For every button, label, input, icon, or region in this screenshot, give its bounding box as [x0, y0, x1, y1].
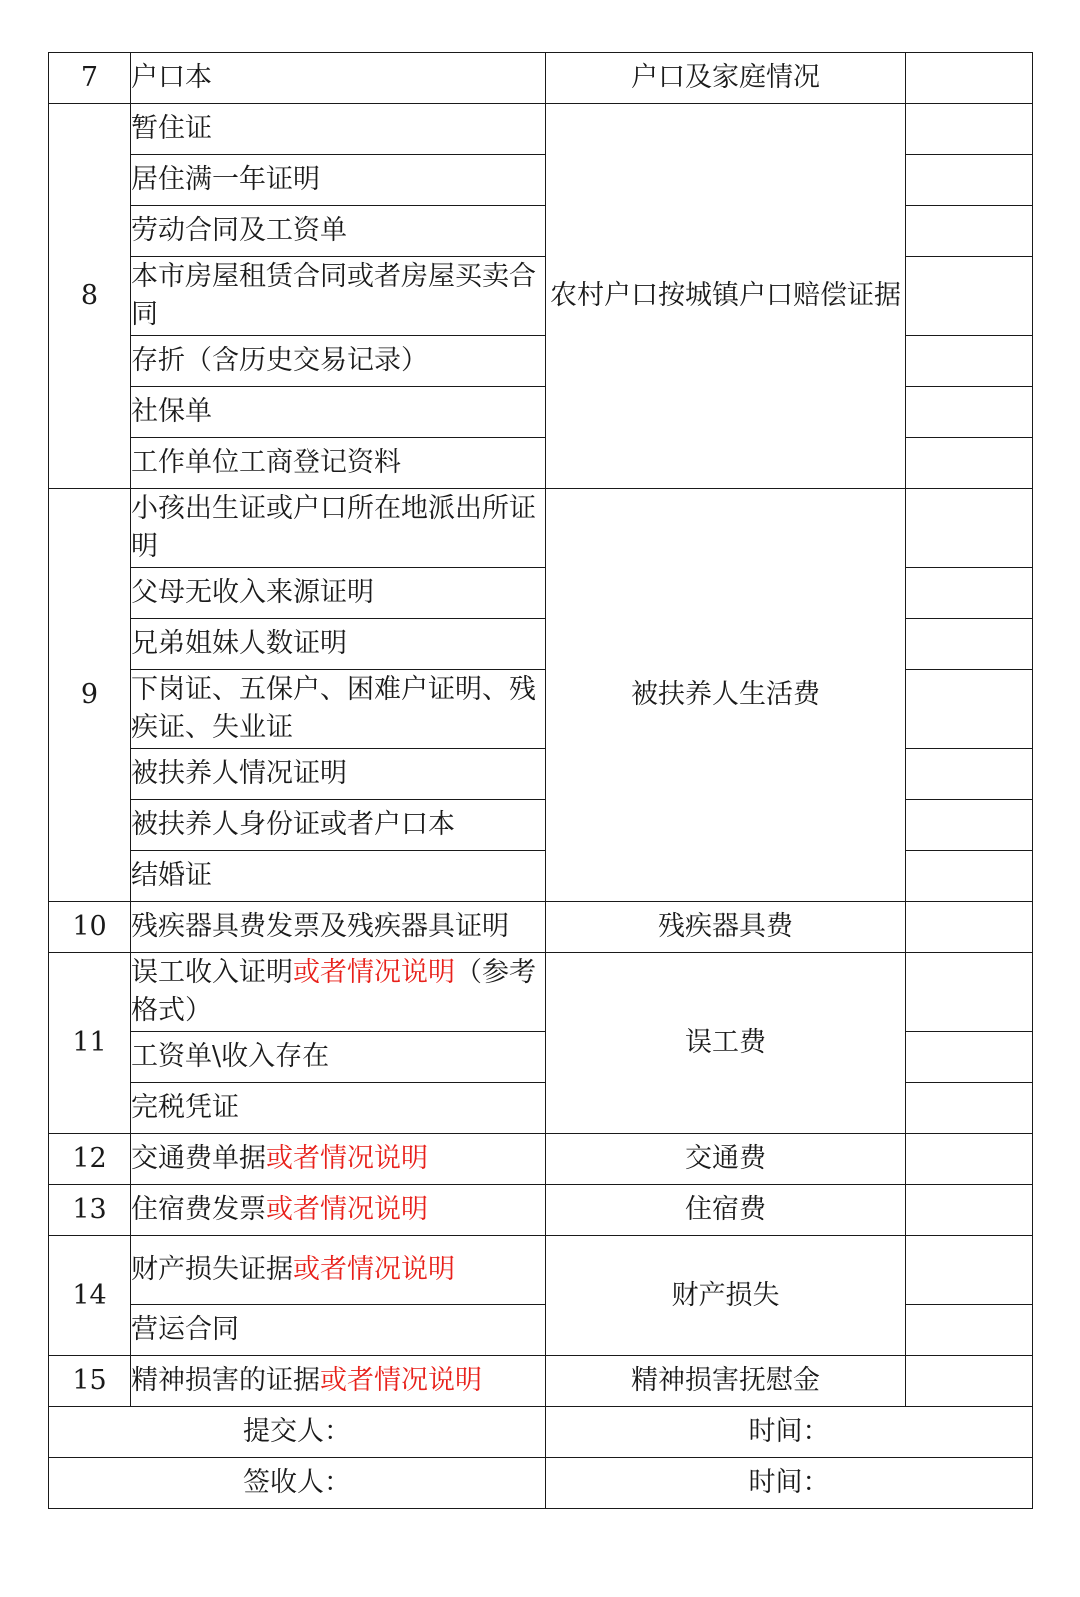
evidence-item: 兄弟姐妹人数证明: [131, 619, 546, 670]
table-row: [49, 1185, 1033, 1236]
compensation-category: 被扶养人生活费: [546, 489, 906, 902]
evidence-checklist-table: [48, 52, 1033, 1509]
table-row: [49, 1236, 1033, 1305]
compensation-category: 交通费: [546, 1134, 906, 1185]
table-row: [49, 104, 1033, 155]
compensation-category: 残疾器具费: [546, 902, 906, 953]
evidence-item: 暂住证: [131, 104, 546, 155]
submit-time-field[interactable]: 时间：: [546, 1407, 1033, 1458]
row-number: 13: [49, 1185, 131, 1236]
evidence-item: [131, 1356, 546, 1407]
evidence-item: [131, 1185, 546, 1236]
check-cell: [906, 1305, 1033, 1356]
check-cell: [906, 1236, 1033, 1305]
check-cell: [906, 1356, 1033, 1407]
evidence-item: 工资单\收入存在: [131, 1032, 546, 1083]
evidence-item: 本市房屋租赁合同或者房屋买卖合同: [131, 257, 546, 336]
alternative-note: 或者情况说明: [266, 1194, 428, 1225]
submitter-field[interactable]: 提交人：: [49, 1407, 546, 1458]
evidence-text: 误工收入证明: [131, 957, 293, 988]
evidence-item: 结婚证: [131, 851, 546, 902]
compensation-category: 精神损害抚慰金: [546, 1356, 906, 1407]
evidence-item: 劳动合同及工资单: [131, 206, 546, 257]
check-cell: [906, 851, 1033, 902]
check-cell: [906, 1032, 1033, 1083]
table-row: [49, 489, 1033, 568]
check-cell: [906, 670, 1033, 749]
row-number: 11: [49, 953, 131, 1134]
compensation-category: 财产损失: [546, 1236, 906, 1356]
check-cell: [906, 387, 1033, 438]
evidence-text: 交通费单据: [131, 1143, 266, 1174]
evidence-text: 住宿费发票: [131, 1194, 266, 1225]
alternative-note: 或者情况说明: [320, 1365, 482, 1396]
check-cell: [906, 1185, 1033, 1236]
compensation-category: 农村户口按城镇户口赔偿证据: [546, 104, 906, 489]
evidence-item: 小孩出生证或户口所在地派出所证明: [131, 489, 546, 568]
receiver-field[interactable]: 签收人：: [49, 1458, 546, 1509]
check-cell: [906, 1134, 1033, 1185]
evidence-item: 工作单位工商登记资料: [131, 438, 546, 489]
check-cell: [906, 206, 1033, 257]
check-cell: [906, 619, 1033, 670]
check-cell: [906, 336, 1033, 387]
check-cell: [906, 155, 1033, 206]
compensation-category: 误工费: [546, 953, 906, 1134]
table-row: [49, 1134, 1033, 1185]
check-cell: [906, 800, 1033, 851]
evidence-item: 存折（含历史交易记录）: [131, 336, 546, 387]
evidence-item: 残疾器具费发票及残疾器具证明: [131, 902, 546, 953]
table-row: [49, 902, 1033, 953]
row-number: 15: [49, 1356, 131, 1407]
check-cell: [906, 438, 1033, 489]
evidence-item: [131, 953, 546, 1032]
check-cell: [906, 953, 1033, 1032]
row-number: 8: [49, 104, 131, 489]
check-cell: [906, 902, 1033, 953]
evidence-item: 被扶养人情况证明: [131, 749, 546, 800]
evidence-item: 完税凭证: [131, 1083, 546, 1134]
table-row: [49, 1356, 1033, 1407]
check-cell: [906, 489, 1033, 568]
submit-row: [49, 1407, 1033, 1458]
check-cell: [906, 568, 1033, 619]
compensation-category: 户口及家庭情况: [546, 53, 906, 104]
table-row: [49, 953, 1033, 1032]
evidence-item: 营运合同: [131, 1305, 546, 1356]
evidence-text: 精神损害的证据: [131, 1365, 320, 1396]
check-cell: [906, 53, 1033, 104]
check-cell: [906, 104, 1033, 155]
receive-row: [49, 1458, 1033, 1509]
row-number: 9: [49, 489, 131, 902]
receive-time-field[interactable]: 时间：: [546, 1458, 1033, 1509]
alternative-note: 或者情况说明: [266, 1143, 428, 1174]
check-cell: [906, 1083, 1033, 1134]
evidence-item: 父母无收入来源证明: [131, 568, 546, 619]
alternative-note: 或者情况说明: [293, 957, 455, 988]
evidence-item: 社保单: [131, 387, 546, 438]
evidence-text: 财产损失证据: [131, 1254, 293, 1285]
evidence-item: 下岗证、五保户、困难户证明、残疾证、失业证: [131, 670, 546, 749]
evidence-item: 被扶养人身份证或者户口本: [131, 800, 546, 851]
check-cell: [906, 257, 1033, 336]
alternative-note: 或者情况说明: [293, 1254, 455, 1285]
evidence-item: 居住满一年证明: [131, 155, 546, 206]
table-row: [49, 53, 1033, 104]
evidence-item: [131, 1236, 546, 1305]
row-number: 7: [49, 53, 131, 104]
row-number: 12: [49, 1134, 131, 1185]
evidence-item: [131, 1134, 546, 1185]
evidence-item: 户口本: [131, 53, 546, 104]
row-number: 14: [49, 1236, 131, 1356]
compensation-category: 住宿费: [546, 1185, 906, 1236]
evidence-note: （参考格式）: [131, 957, 536, 1026]
row-number: 10: [49, 902, 131, 953]
check-cell: [906, 749, 1033, 800]
